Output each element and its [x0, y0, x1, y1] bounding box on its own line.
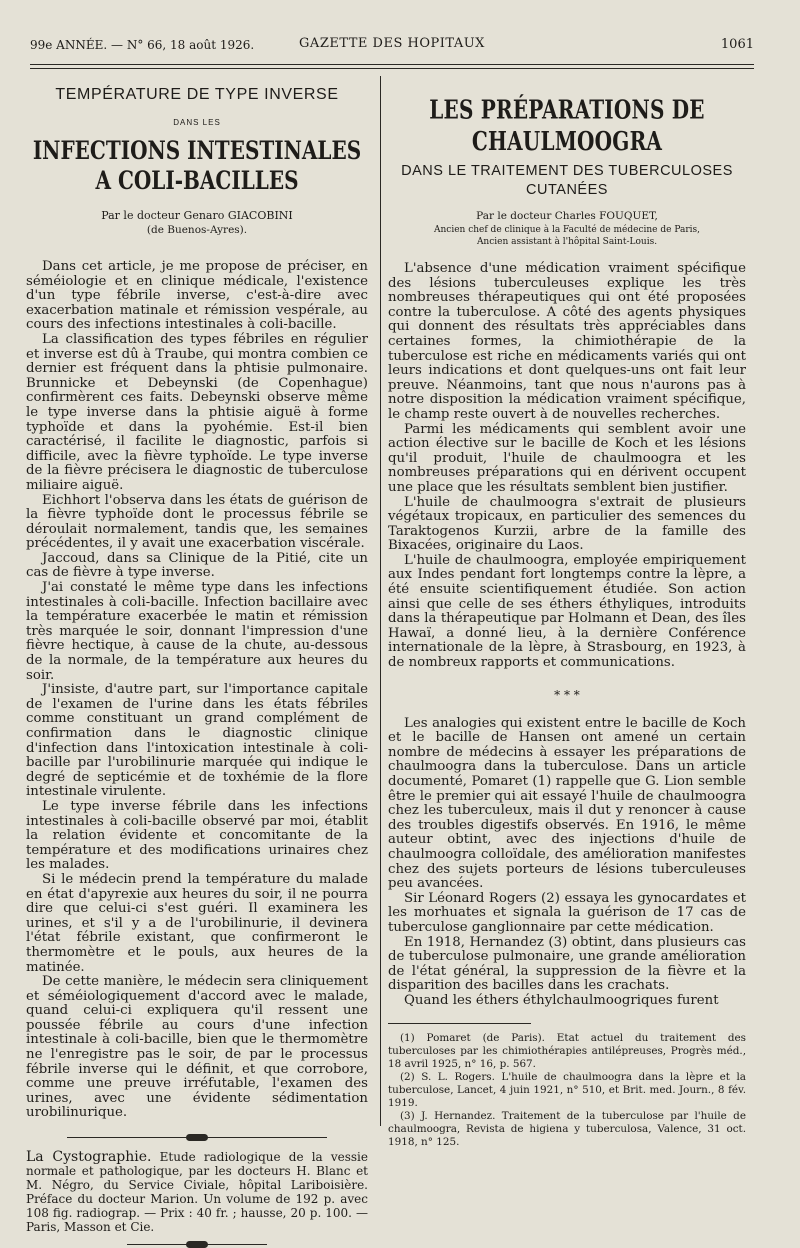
article-body	[26, 260, 368, 1121]
review-text: Etude radiologique de la vessie normale et pathologique, par les docteurs H. Blanc et M. Négro, du Service Civiale, hôpital Lariboisière. Préface du docteur Marion. Un volume de 192 p. avec 108 fig. radiograp. — Prix : 40 fr. ; hausse, 20 p. 100. — Paris, Masson et Cie.	[26, 1150, 368, 1235]
section-separator-end	[127, 1244, 267, 1245]
page-number: 1061	[720, 37, 754, 52]
left-column	[26, 80, 368, 1245]
header-rule-bottom	[30, 68, 754, 69]
footnote: (1) Pomaret (de Paris). Etat actuel du traitement des tuberculoses par les chimiothérapies antilépreuses, Progrès méd., 18 avril 1925, n° 16, p. 567.	[388, 1031, 746, 1070]
paragraph: J'insiste, d'autre part, sur l'importance capitale de l'examen de l'urine dans les états fébriles comme constituant un grand complément de confirmation dans le diagnostic clinique d'infection dans l'intoxication intestinale à coli-bacille par l'urobilinurie marquée qui indique le degré de septicémie et de toxhémie de la flore intestinale virulente.	[26, 682, 368, 800]
byline-origin: (de Buenos-Ayres).	[146, 224, 248, 236]
byline-credential: Ancien assistant à l'hôpital Saint-Louis.	[476, 237, 658, 247]
paragraph: Parmi les médicaments qui semblent avoir une action élective sur le bacille de Koch et les lésions qu'il produit, l'huile de chaulmoogra et les nombreuses préparations qui en dérivent occupent une place que les résultats semblent bien justifier.	[388, 421, 746, 495]
paragraph: Quand les éthers éthylchaulmoogriques furent	[404, 992, 719, 1008]
footnotes	[388, 1032, 746, 1149]
footnote: (3) J. Hernandez. Traitement de la tuberculose par l'huile de chaulmoogra, Revista de higiena y tuberculosa, Valence, 31 oct. 1918, n° 125.	[388, 1109, 746, 1148]
paragraph: Dans cet article, je me propose de préciser, en séméiologie et en clinique médicale, l'existence d'un type fébrile inverse, c'est-à-dire avec exacerbation matinale et rémission vespérale, au cours des infections intestinales à coli-bacille.	[26, 259, 368, 333]
paragraph: Le type inverse fébrile dans les infections intestinales à coli-bacille observé par moi, établit la relation évidente et concomitante de la température et des modifications urinaires chez les malades.	[26, 798, 368, 873]
paragraph: La classification des types fébriles en régulier et inverse est dû à Traube, qui montra combien ce dernier est fréquent dans la phtisie pulmonaire. Brunnicke et Debeynski (de Copenhague) confirmèrent ces faits. Debeynski observe même le type inverse dans la phtisie aiguë à forme typhoïde et dans la pyohémie. Est-il bien caractérisé, il facilite le diagnostic, parfois si difficile, avec la fièvre typhoïde. Le type inverse de la fièvre précisera le diagnostic de tuberculose miliaire aiguë.	[26, 331, 368, 493]
paragraph: Jaccoud, dans sa Clinique de la Pitié, cite un cas de fièvre à type inverse.	[26, 550, 368, 581]
article-kicker: TEMPÉRATURE DE TYPE INVERSE	[55, 86, 339, 103]
book-review	[26, 1150, 368, 1234]
paragraph: J'ai constaté le même type dans les infections intestinales à coli-bacille. Infection bacillaire avec la température exacerbée le matin et rémission très marquée le soir, donnant l'impression d'une fièvre hectique, à cause de la chute, au-dessous de la normale, de la température aux heures du soir.	[26, 580, 368, 683]
article-body	[388, 262, 746, 671]
header-rule-top	[30, 64, 754, 65]
paragraph: Eichhort l'observa dans les états de guérison de la fièvre typhoïde dont le processus fébrile se déroulait normalement, tandis que, les semaines précédentes, il y avait une exacerbation viscérale.	[26, 492, 368, 552]
article-body-continued	[388, 717, 746, 1009]
paragraph: Les analogies qui existent entre le bacille de Koch et le bacille de Hansen ont amené un certain nombre de médecins à essayer les préparations de chaulmoogra dans la tuberculose. Dans un article documenté, Pomaret (1) rappelle que G. Lion semble être le premier qui ait essayé l'huile de chaulmoogra chez les tuberculeux, mais il dut y renoncer à cause des troubles digestifs observés. En 1916, le même auteur obtint, avec des injections d'huile de chaulmoogra colloïdale, des amélioration manifestes chez des sujets porteurs de lésions tuberculeuses peu avancées.	[388, 715, 746, 892]
paragraph: Si le médecin prend la température du malade en état d'apyrexie aux heures du soir, il ne pourra dire que celui-ci s'est guéri. Il examinera les urines, et s'il y a de l'urobilinurie, il devinera l'état fébrile existant, que confirmeront le thermomètre et le pouls, aux heures de la matinée.	[26, 871, 368, 975]
issue-info: 99e ANNÉE. — N° 66, 18 août 1926.	[30, 38, 255, 52]
article-title: INFECTIONS INTESTINALES A COLI-BACILLES	[32, 135, 362, 195]
paragraph: L'absence d'une médication vraiment spécifique des lésions tuberculeuses explique les très nombreuses thérapeutiques qui ont été proposées contre la tuberculose. A côté des agents physiques qui donnent des résultats très appréciables dans certaines formes, la chimiothérapie de la tuberculose est riche en médicaments variés qui ont leurs indications et dont quelques-uns ont fait leur preuve. Néanmoins, tant que nous n'aurons pas à notre disposition la médication vraiment spécifique, le champ reste ouvert à de nouvelles recherches.	[388, 261, 746, 422]
journal-name: GAZETTE DES HOPITAUX	[299, 36, 485, 51]
paragraph: L'huile de chaulmoogra, employée empiriquement aux Indes pendant fort longtemps contre la lèpre, a été ensuite scientifiquement étudiée. Son action ainsi que celle de ses éthers éthyliques, introduits dans la thérapeutique par Holmann et Dean, des îles Hawaï, a donné lieu, à la dernière Conférence internationale de la lèpre, à Strasbourg, en 1923, à de nombreux rapports et communications.	[388, 552, 746, 671]
review-title: La Cystographie.	[26, 1149, 152, 1166]
article-byline: Par le docteur Charles FOUQUET,	[476, 210, 658, 222]
paragraph: De cette manière, le médecin sera cliniquement et séméiologiquement d'accord avec le malade, quand celui-ci expliquera qu'il ressent une poussée fébrile au cours d'une infection intestinale à coli-bacille, bien que le thermomètre ne l'enregistre pas le soir, de par le processus fébrile inverse qui le définit, et que corrobore, comme une preuve irréfutable, l'examen des urines, avec une évidente sédimentation urobilinurique.	[26, 974, 368, 1121]
asterism: * * *	[554, 687, 580, 702]
page-header	[30, 34, 754, 56]
paragraph: En 1918, Hernandez (3) obtint, dans plusieurs cas de tuberculose pulmonaire, une grande amélioration de l'état général, la suppression de la fièvre et la disparition des bacilles dans les crachats.	[388, 934, 746, 994]
article-subtitle: DANS LE TRAITEMENT DES TUBERCULOSES CUTANÉES	[401, 163, 733, 198]
article-title: LES PRÉPARATIONS DE CHAULMOOGRA	[429, 94, 705, 157]
paragraph: L'huile de chaulmoogra s'extrait de plusieurs végétaux tropicaux, en particulier des semences du Taraktogenos Kurzii, arbre de la famille des Bixacées, originaire du Laos.	[388, 494, 746, 554]
footnote: (2) S. L. Rogers. L'huile de chaulmoogra dans la lèpre et la tuberculose, Lancet, 4 juin 1921, n° 510, et Brit. med. Journ., 8 fév. 1919.	[388, 1070, 746, 1109]
paragraph: Sir Léonard Rogers (2) essaya les gynocardates et les morhuates et signala la guérison de 17 cas de tuberculose ganglionnaire par cette médication.	[388, 890, 746, 935]
article-byline: Par le docteur Genaro GIACOBINI	[101, 209, 293, 222]
footnote-rule	[388, 1023, 531, 1024]
byline-credential: Ancien chef de clinique à la Faculté de médecine de Paris,	[434, 225, 700, 235]
column-divider	[380, 76, 381, 1126]
section-separator	[67, 1137, 327, 1138]
article-connector: DANS LES	[173, 118, 221, 127]
right-column	[388, 80, 746, 1149]
